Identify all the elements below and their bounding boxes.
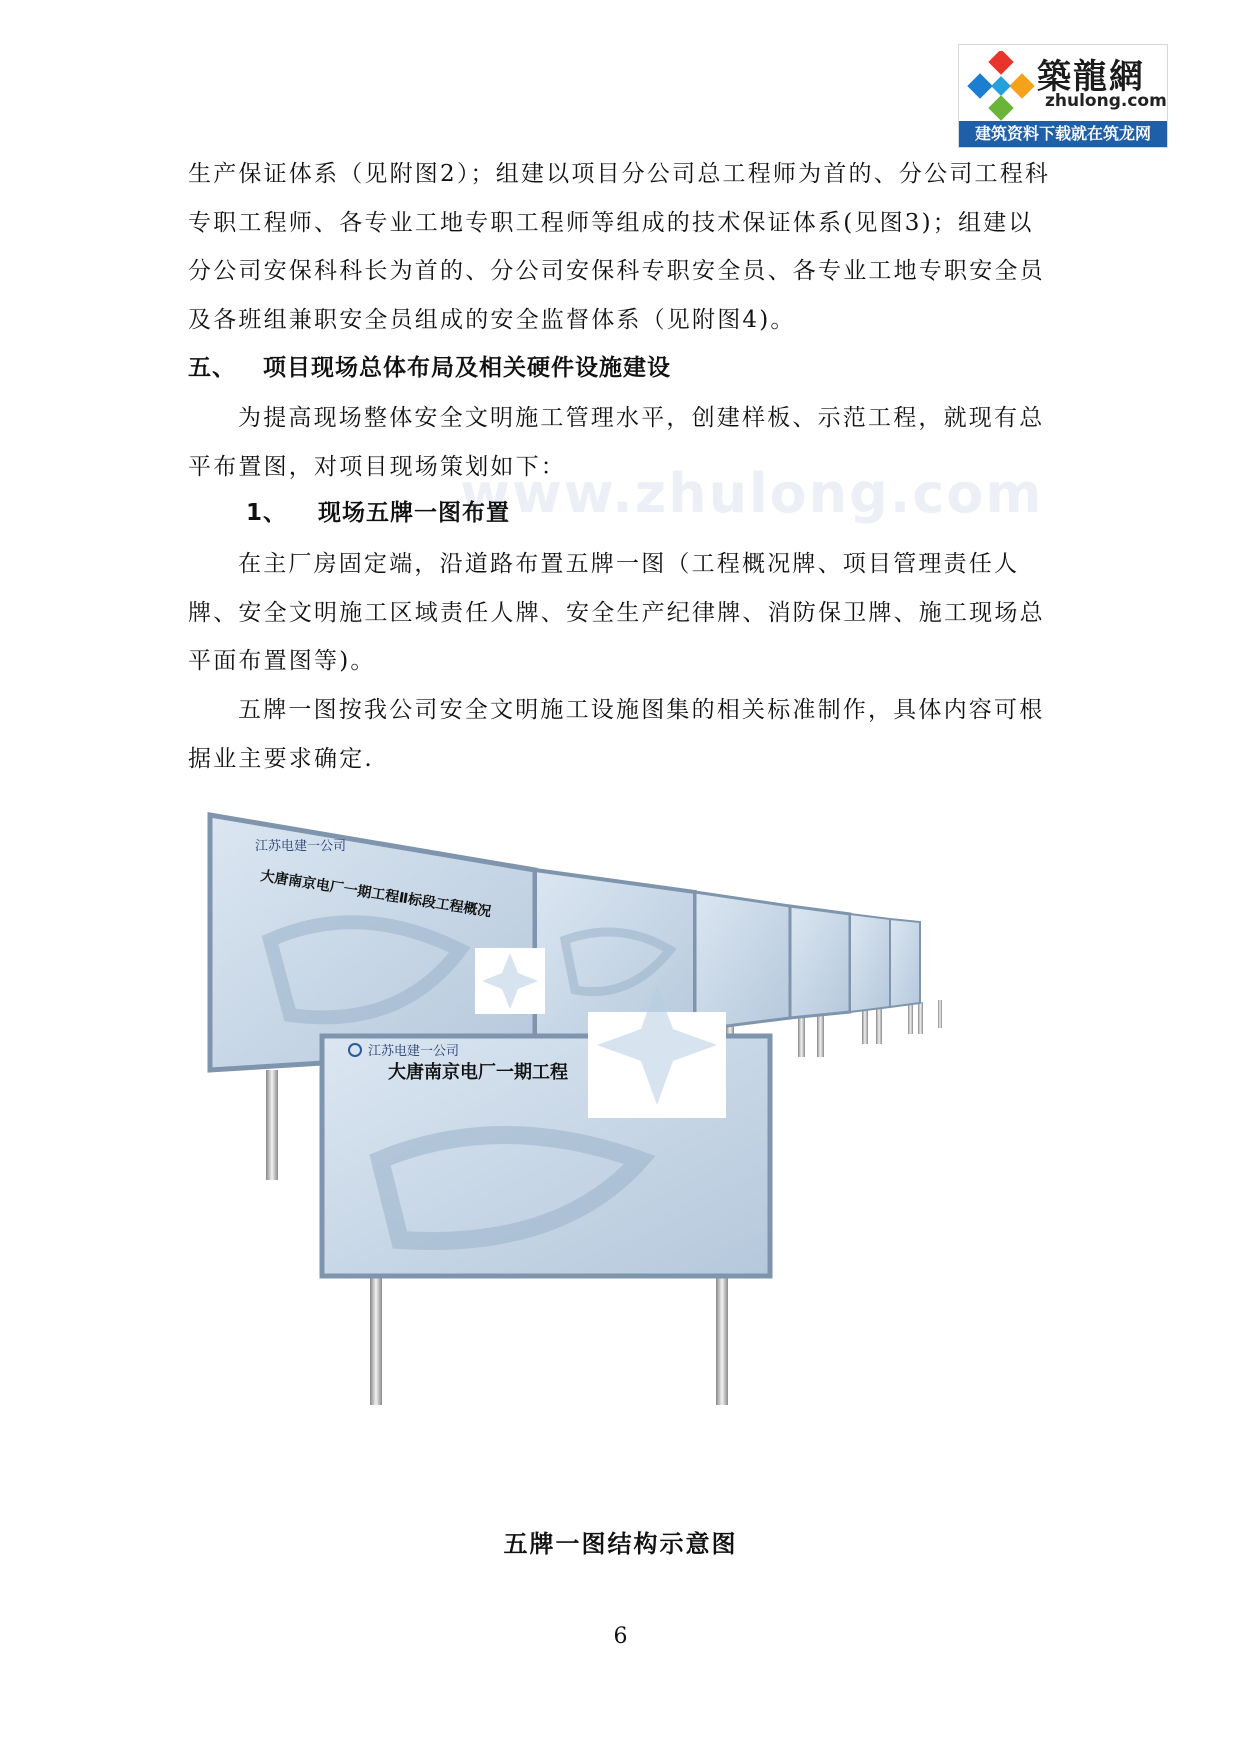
watermark-text: www.zhulong.com	[460, 462, 1044, 525]
logo-url: zhulong.com	[1045, 91, 1167, 111]
page-number: 6	[613, 1624, 628, 1649]
pole	[266, 1070, 278, 1180]
pole	[876, 1006, 882, 1044]
subsection-heading	[246, 494, 510, 527]
billboard-figure	[200, 800, 1050, 1580]
subsection-title: 现场五牌一图布置	[318, 500, 511, 526]
paragraph-standard	[188, 686, 1056, 783]
pole	[716, 1275, 728, 1405]
section-title: 项目现场总体布局及相关硬件设施建设	[263, 355, 672, 381]
paragraph-layout	[188, 540, 1056, 686]
board-title: 大唐南京电厂一期工程Ⅱ标段工程概况	[259, 868, 493, 921]
pole	[938, 1000, 942, 1028]
zhulong-emblem-icon	[967, 51, 1037, 121]
billboard	[850, 914, 890, 1012]
paragraph-organization	[188, 150, 1056, 344]
logo-slogan: 建筑资料下载就在筑龙网	[959, 121, 1167, 147]
section-number: 五、	[188, 355, 236, 381]
pole	[798, 1012, 805, 1057]
billboard	[790, 906, 850, 1018]
paragraph-text: 生产保证体系（见附图2）；组建以项目分公司总工程师为首的、分公司工程科专职工程师、各专业工地专职工程师等组成的技术保证体系(见图3)；组建以分公司安保科科长为首的、分公司安保科专职安全员、各专业工地专职安全员及各班组兼职安全员组成的安全监督体系（见附图4)。	[188, 161, 1051, 333]
board-title: 大唐南京电厂一期工程	[388, 1062, 568, 1083]
paragraph-text: 为提高现场整体安全文明施工管理水平，创建样板、示范工程，就现有总平布置图，对项目现场策划如下：	[188, 405, 1045, 480]
logo-name: 築龍網	[1037, 57, 1145, 97]
billboard	[890, 919, 920, 1007]
pole	[908, 1002, 913, 1034]
subsection-number: 1、	[246, 500, 288, 526]
board-company-label: 江苏电建一公司	[368, 1044, 460, 1059]
section-heading	[188, 349, 671, 382]
zhulong-logo	[958, 44, 1168, 148]
pole	[370, 1275, 382, 1405]
billboard	[695, 892, 790, 1030]
pole	[918, 1002, 923, 1034]
pole	[817, 1012, 824, 1057]
paragraph-text: 五牌一图按我公司安全文明施工设施图集的相关标准制作，具体内容可根据业主要求确定.	[188, 697, 1045, 772]
pole	[862, 1006, 868, 1044]
paragraph-text: 在主厂房固定端，沿道路布置五牌一图（工程概况牌、项目管理责任人牌、安全文明施工区域责任人牌、安全生产纪律牌、消防保卫牌、施工现场总平面布置图等)。	[188, 551, 1045, 674]
board-company-label: 江苏电建一公司	[255, 839, 347, 854]
figure-caption: 五牌一图结构示意图	[503, 1530, 738, 1558]
